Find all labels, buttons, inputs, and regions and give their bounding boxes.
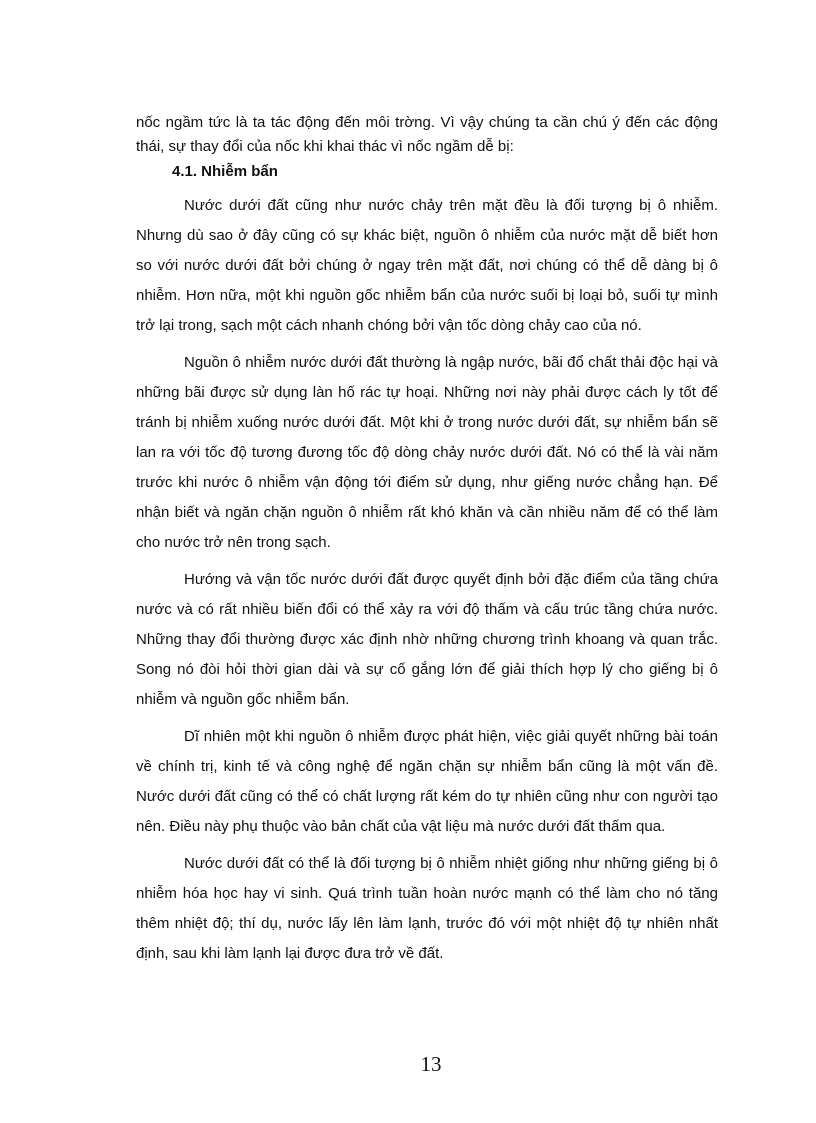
body-paragraph: Nước dưới đất có thể là đối tượng bị ô nhiễm nhiệt giống như những giếng bị ô nhiễm hóa học hay vi sinh. Quá trình tuần hoàn nước mạnh có thể làm cho nó tăng thêm nhiệt độ; thí dụ, nước lấy lên làm lạnh, trước đó với một nhiệt độ tự nhiên nhất định, sau khi làm lạnh lại được đưa trở về đất. [136, 855, 718, 962]
page-content [136, 111, 718, 976]
body-paragraph: Nước dưới đất cũng như nước chảy trên mặt đều là đối tượng bị ô nhiễm. Nhưng dù sao ở đây cũng có sự khác biệt, nguồn ô nhiễm của nước mặt dễ biết hơn so với nước dưới đất bởi chúng ở ngay trên mặt đất, nơi chúng có thể dễ dàng bị ô nhiễm. Hơn nữa, một khi nguồn gốc nhiễm bẩn của nước suối bị loại bỏ, suối tự mình trở lại trong, sạch một cách nhanh chóng bởi vận tốc dòng chảy cao của nó. [136, 197, 718, 334]
section-heading: 4.1. Nhiễm bẩn [172, 163, 278, 180]
lead-paragraph: nốc ngầm tức là ta tác động đến môi trờng. Vì vậy chúng ta cần chú ý đến các động thái, sự thay đổi của nốc khi khai thác vì nốc ngầm dễ bị: [136, 114, 718, 155]
page-number: 13 [420, 1052, 442, 1076]
body-paragraph: Dĩ nhiên một khi nguồn ô nhiễm được phát hiện, việc giải quyết những bài toán về chính trị, kinh tế và công nghệ để ngăn chặn sự nhiễm bẩn cũng là một vấn đề. Nước dưới đất cũng có thể có chất lượng rất kém do tự nhiên cũng như con người tạo nên. Điều này phụ thuộc vào bản chất của vật liệu mà nước dưới đất thấm qua. [136, 728, 718, 835]
body-paragraph: Hướng và vận tốc nước dưới đất được quyết định bởi đặc điểm của tầng chứa nước và có rất nhiều biến đổi có thể xảy ra với độ thấm và cấu trúc tầng chứa nước. Những thay đổi thường được xác định nhờ những chương trình khoang và quan trắc. Song nó đòi hỏi thời gian dài và sự cố gắng lớn để giải thích hợp lý cho giếng bị ô nhiễm và nguồn gốc nhiễm bẩn. [136, 571, 718, 708]
body-paragraph: Nguồn ô nhiễm nước dưới đất thường là ngập nước, bãi đổ chất thải độc hại và những bãi được sử dụng làn hố rác tự hoại. Những nơi này phải được cách ly tốt để tránh bị nhiễm xuống nước dưới đất. Một khi ở trong nước dưới đất, sự nhiễm bẩn sẽ lan ra với tốc độ tương đương tốc độ dòng chảy nước dưới đất. Nó có thể là vài năm trước khi nước ô nhiễm vận động tới điểm sử dụng, như giếng nước chẳng hạn. Để nhận biết và ngăn chặn nguồn ô nhiễm rất khó khăn và cần nhiều năm để có thể làm cho nước trở nên trong sạch. [136, 354, 718, 551]
